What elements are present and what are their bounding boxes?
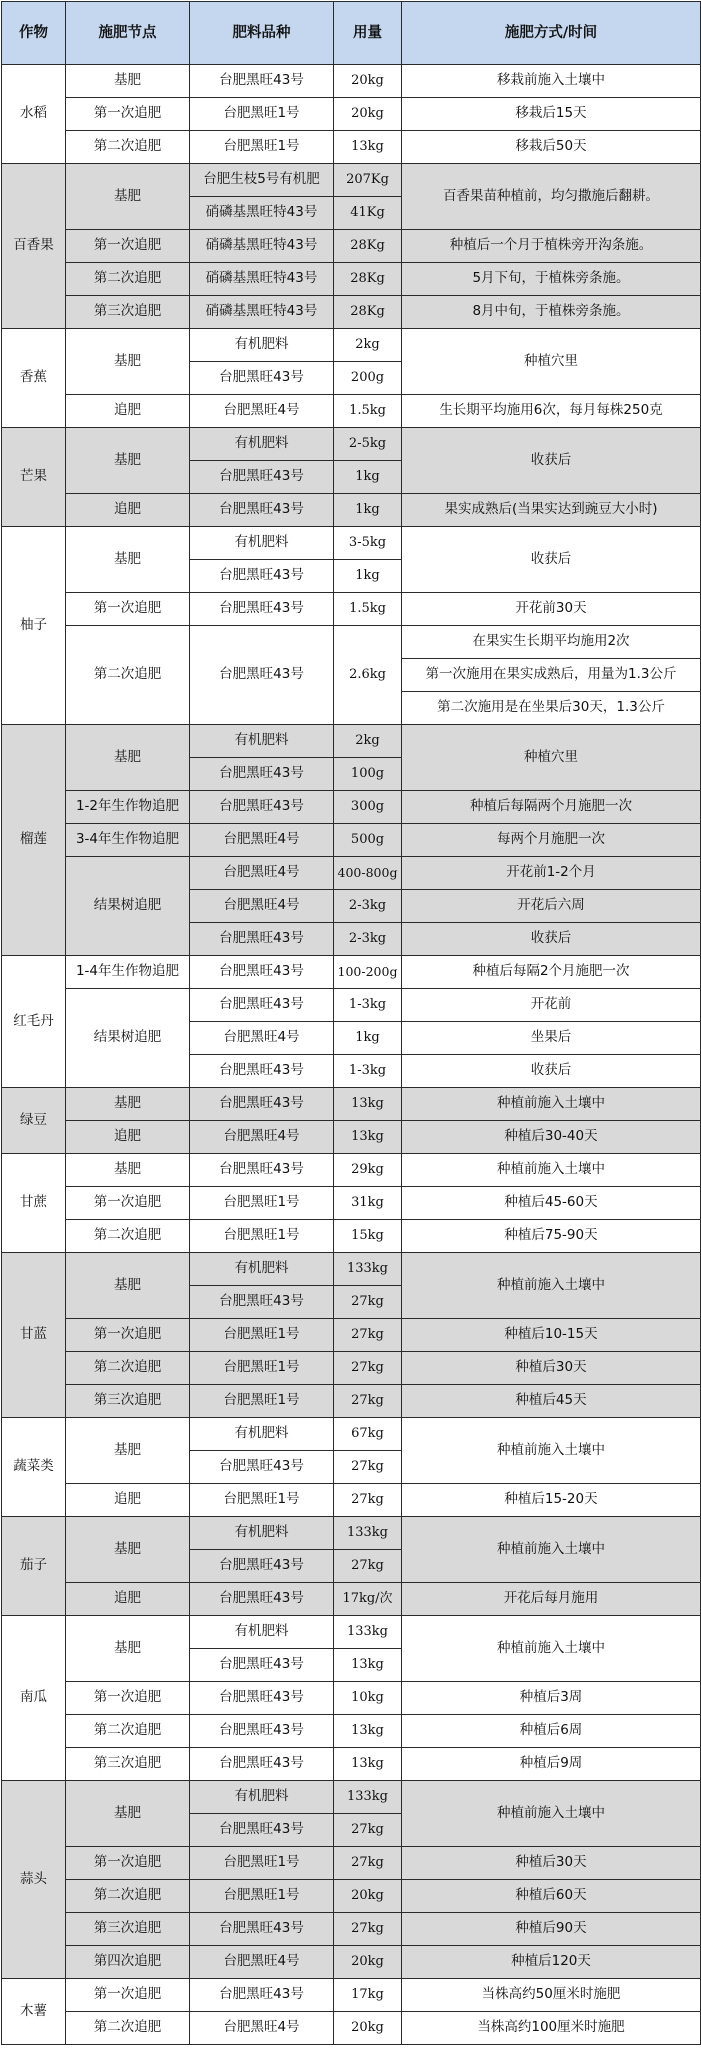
- crop-name: 蒜头: [2, 1781, 66, 1979]
- method-cell: 种植前施入土壤中: [402, 1088, 701, 1121]
- stage-cell: 第二次追肥: [66, 1352, 190, 1385]
- amount-cell: 27kg: [334, 1814, 402, 1847]
- fertilizer-cell: 台肥黑旺43号: [190, 1154, 334, 1187]
- stage-cell: 第三次追肥: [66, 1748, 190, 1781]
- method-cell: 开花后每月施用: [402, 1583, 701, 1616]
- stage-cell: 第三次追肥: [66, 1385, 190, 1418]
- table-row: [2, 98, 701, 131]
- amount-cell: 1.5kg: [334, 593, 402, 626]
- fertilizer-cell: 台肥黑旺1号: [190, 98, 334, 131]
- table-row: [2, 1187, 701, 1220]
- fertilizer-cell: 台肥黑旺4号: [190, 2012, 334, 2045]
- amount-cell: 20kg: [334, 1946, 402, 1979]
- method-cell: 种植后120天: [402, 1946, 701, 1979]
- header-method: 施肥方式/时间: [402, 2, 701, 65]
- fertilizer-cell: 台肥黑旺43号: [190, 1748, 334, 1781]
- crop-name: 南瓜: [2, 1616, 66, 1781]
- fertilizer-cell: 台肥黑旺1号: [190, 1319, 334, 1352]
- stage-cell: 第二次追肥: [66, 131, 190, 164]
- amount-cell: 400-800g: [334, 857, 402, 890]
- table-row: [2, 1748, 701, 1781]
- table-row: [2, 1715, 701, 1748]
- fertilizer-cell: 硝磷基黑旺特43号: [190, 296, 334, 329]
- table-row: [2, 1385, 701, 1418]
- amount-cell: 27kg: [334, 1847, 402, 1880]
- header-stage: 施肥节点: [66, 2, 190, 65]
- amount-cell: 1-3kg: [334, 1055, 402, 1088]
- fertilizer-cell: 台肥黑旺4号: [190, 1022, 334, 1055]
- amount-cell: 2.6kg: [334, 626, 402, 725]
- stage-cell: 第二次追肥: [66, 1220, 190, 1253]
- fertilizer-cell: 台肥黑旺1号: [190, 1187, 334, 1220]
- method-cell: 5月下旬，于植株旁条施。: [402, 263, 701, 296]
- stage-cell: 第一次追肥: [66, 1682, 190, 1715]
- table-row: [2, 1847, 701, 1880]
- amount-cell: 133kg: [334, 1253, 402, 1286]
- stage-cell: 结果树追肥: [66, 989, 190, 1088]
- table-row: [2, 956, 701, 989]
- stage-cell: 基肥: [66, 164, 190, 230]
- fertilizer-cell: 台肥黑旺4号: [190, 857, 334, 890]
- table-row: [2, 428, 701, 461]
- fertilizer-cell: 台肥黑旺43号: [190, 1649, 334, 1682]
- amount-cell: 2-5kg: [334, 428, 402, 461]
- stage-cell: 基肥: [66, 1088, 190, 1121]
- stage-cell: 第三次追肥: [66, 1913, 190, 1946]
- table-row: [2, 395, 701, 428]
- fertilizer-cell: 台肥黑旺43号: [190, 1286, 334, 1319]
- stage-cell: 基肥: [66, 1418, 190, 1484]
- table-row: [2, 527, 701, 560]
- amount-cell: 207Kg: [334, 164, 402, 197]
- method-cell: 生长期平均施用6次，每月每株250克: [402, 395, 701, 428]
- fertilizer-cell: 台肥黑旺1号: [190, 1880, 334, 1913]
- stage-cell: 第一次追肥: [66, 1319, 190, 1352]
- fertilizer-cell: 有机肥料: [190, 329, 334, 362]
- crop-name: 甘蓝: [2, 1253, 66, 1418]
- header-amount: 用量: [334, 2, 402, 65]
- amount-cell: 1kg: [334, 1022, 402, 1055]
- method-cell: 种植后30天: [402, 1847, 701, 1880]
- table-row: [2, 1517, 701, 1550]
- stage-cell: 追肥: [66, 494, 190, 527]
- table-row: [2, 593, 701, 626]
- fertilizer-cell: 台肥黑旺43号: [190, 65, 334, 98]
- amount-cell: 17kg/次: [334, 1583, 402, 1616]
- table-row: [2, 1418, 701, 1451]
- fertilizer-cell: 台肥黑旺1号: [190, 1220, 334, 1253]
- fertilizer-cell: 台肥黑旺43号: [190, 1451, 334, 1484]
- table-row: [2, 296, 701, 329]
- method-cell: 种植后9周: [402, 1748, 701, 1781]
- table-row: [2, 494, 701, 527]
- fertilizer-cell: 有机肥料: [190, 527, 334, 560]
- crop-name: 木薯: [2, 1979, 66, 2045]
- fertilizer-cell: 台肥黑旺43号: [190, 1055, 334, 1088]
- amount-cell: 27kg: [334, 1913, 402, 1946]
- amount-cell: 133kg: [334, 1781, 402, 1814]
- fertilizer-cell: 有机肥料: [190, 1253, 334, 1286]
- method-cell: 开花前: [402, 989, 701, 1022]
- fertilizer-cell: 台肥黑旺43号: [190, 494, 334, 527]
- fertilizer-table: [1, 1, 701, 2045]
- stage-cell: 3-4年生作物追肥: [66, 824, 190, 857]
- amount-cell: 15kg: [334, 1220, 402, 1253]
- amount-cell: 100g: [334, 758, 402, 791]
- stage-cell: 基肥: [66, 725, 190, 791]
- header-fertilizer: 肥料品种: [190, 2, 334, 65]
- amount-cell: 27kg: [334, 1484, 402, 1517]
- table-row: [2, 2012, 701, 2045]
- table-row: [2, 329, 701, 362]
- method-cell: 种植前施入土壤中: [402, 1253, 701, 1319]
- fertilizer-cell: 台肥黑旺43号: [190, 989, 334, 1022]
- method-cell: 种植后45天: [402, 1385, 701, 1418]
- method-cell: 种植穴里: [402, 329, 701, 395]
- amount-cell: 28Kg: [334, 230, 402, 263]
- amount-cell: 27kg: [334, 1451, 402, 1484]
- amount-cell: 1.5kg: [334, 395, 402, 428]
- method-cell: 种植后45-60天: [402, 1187, 701, 1220]
- method-cell: 移栽后50天: [402, 131, 701, 164]
- table-row: [2, 1154, 701, 1187]
- stage-cell: 第二次追肥: [66, 1880, 190, 1913]
- fertilizer-cell: 有机肥料: [190, 1616, 334, 1649]
- amount-cell: 27kg: [334, 1286, 402, 1319]
- amount-cell: 27kg: [334, 1352, 402, 1385]
- table-row: [2, 1319, 701, 1352]
- amount-cell: 133kg: [334, 1517, 402, 1550]
- table-row: [2, 1682, 701, 1715]
- fertilizer-cell: 硝磷基黑旺特43号: [190, 197, 334, 230]
- amount-cell: 200g: [334, 362, 402, 395]
- fertilizer-cell: 台肥黑旺43号: [190, 1088, 334, 1121]
- crop-name: 榴莲: [2, 725, 66, 956]
- fertilizer-cell: 台肥黑旺1号: [190, 1352, 334, 1385]
- stage-cell: 基肥: [66, 1517, 190, 1583]
- fertilizer-cell: 台肥黑旺1号: [190, 1847, 334, 1880]
- amount-cell: 100-200g: [334, 956, 402, 989]
- amount-cell: 1-3kg: [334, 989, 402, 1022]
- fertilizer-cell: 台肥黑旺43号: [190, 1682, 334, 1715]
- amount-cell: 13kg: [334, 131, 402, 164]
- method-cell: 种植前施入土壤中: [402, 1154, 701, 1187]
- stage-cell: 基肥: [66, 428, 190, 494]
- crop-name: 红毛丹: [2, 956, 66, 1088]
- stage-cell: 追肥: [66, 1121, 190, 1154]
- table-row: [2, 65, 701, 98]
- table-row: [2, 1088, 701, 1121]
- stage-cell: 基肥: [66, 1616, 190, 1682]
- method-cell: 种植后15-20天: [402, 1484, 701, 1517]
- fertilizer-cell: 台肥黑旺4号: [190, 1121, 334, 1154]
- method-cell: 种植后一个月于植株旁开沟条施。: [402, 230, 701, 263]
- amount-cell: 13kg: [334, 1715, 402, 1748]
- fertilizer-cell: 硝磷基黑旺特43号: [190, 263, 334, 296]
- fertilizer-cell: 台肥黑旺43号: [190, 1979, 334, 2012]
- fertilizer-cell: 台肥黑旺43号: [190, 791, 334, 824]
- fertilizer-cell: 台肥黑旺43号: [190, 461, 334, 494]
- header-row: [2, 2, 701, 65]
- amount-cell: 31kg: [334, 1187, 402, 1220]
- table-row: [2, 1121, 701, 1154]
- method-cell: 种植前施入土壤中: [402, 1616, 701, 1682]
- amount-cell: 300g: [334, 791, 402, 824]
- stage-cell: 结果树追肥: [66, 857, 190, 956]
- amount-cell: 2kg: [334, 329, 402, 362]
- crop-name: 芒果: [2, 428, 66, 527]
- stage-cell: 1-2年生作物追肥: [66, 791, 190, 824]
- stage-cell: 基肥: [66, 527, 190, 593]
- method-cell: 在果实生长期平均施用2次: [402, 626, 701, 659]
- method-cell: 种植后30天: [402, 1352, 701, 1385]
- crop-name: 蔬菜类: [2, 1418, 66, 1517]
- table-row: [2, 1583, 701, 1616]
- table-row: [2, 1253, 701, 1286]
- stage-cell: 第二次追肥: [66, 263, 190, 296]
- stage-cell: 第一次追肥: [66, 230, 190, 263]
- amount-cell: 500g: [334, 824, 402, 857]
- crop-name: 绿豆: [2, 1088, 66, 1154]
- table-row: [2, 989, 701, 1022]
- table-row: [2, 1913, 701, 1946]
- table-row: [2, 791, 701, 824]
- amount-cell: 28Kg: [334, 263, 402, 296]
- table-row: [2, 1484, 701, 1517]
- amount-cell: 20kg: [334, 1880, 402, 1913]
- stage-cell: 基肥: [66, 65, 190, 98]
- stage-cell: 第一次追肥: [66, 1979, 190, 2012]
- method-cell: 第二次施用是在坐果后30天，1.3公斤: [402, 692, 701, 725]
- method-cell: 百香果苗种植前，均匀撒施后翻耕。: [402, 164, 701, 230]
- amount-cell: 29kg: [334, 1154, 402, 1187]
- method-cell: 开花后六周: [402, 890, 701, 923]
- header-crop: 作物: [2, 2, 66, 65]
- amount-cell: 27kg: [334, 1319, 402, 1352]
- table-row: [2, 857, 701, 890]
- table-row: [2, 230, 701, 263]
- amount-cell: 67kg: [334, 1418, 402, 1451]
- method-cell: 种植前施入土壤中: [402, 1517, 701, 1583]
- amount-cell: 2-3kg: [334, 890, 402, 923]
- method-cell: 种植后10-15天: [402, 1319, 701, 1352]
- amount-cell: 10kg: [334, 1682, 402, 1715]
- method-cell: 种植后30-40天: [402, 1121, 701, 1154]
- method-cell: 果实成熟后(当果实达到豌豆大小时): [402, 494, 701, 527]
- amount-cell: 1kg: [334, 560, 402, 593]
- crop-name: 水稻: [2, 65, 66, 164]
- fertilizer-cell: 台肥黑旺1号: [190, 131, 334, 164]
- stage-cell: 第四次追肥: [66, 1946, 190, 1979]
- method-cell: 种植后每隔两个月施肥一次: [402, 791, 701, 824]
- amount-cell: 13kg: [334, 1649, 402, 1682]
- method-cell: 种植后每隔2个月施肥一次: [402, 956, 701, 989]
- fertilizer-cell: 台肥黑旺43号: [190, 923, 334, 956]
- table-row: [2, 1880, 701, 1913]
- method-cell: 种植后60天: [402, 1880, 701, 1913]
- method-cell: 种植后75-90天: [402, 1220, 701, 1253]
- method-cell: 移栽前施入土壤中: [402, 65, 701, 98]
- method-cell: 收获后: [402, 1055, 701, 1088]
- method-cell: 当株高约50厘米时施肥: [402, 1979, 701, 2012]
- fertilizer-cell: 有机肥料: [190, 1418, 334, 1451]
- fertilizer-cell: 台肥黑旺1号: [190, 1385, 334, 1418]
- fertilizer-cell: 有机肥料: [190, 428, 334, 461]
- table-row: [2, 1781, 701, 1814]
- fertilizer-cell: 硝磷基黑旺特43号: [190, 230, 334, 263]
- amount-cell: 1kg: [334, 461, 402, 494]
- amount-cell: 13kg: [334, 1088, 402, 1121]
- fertilizer-cell: 台肥黑旺4号: [190, 395, 334, 428]
- stage-cell: 追肥: [66, 395, 190, 428]
- fertilizer-cell: 台肥黑旺43号: [190, 1715, 334, 1748]
- stage-cell: 第二次追肥: [66, 2012, 190, 2045]
- method-cell: 坐果后: [402, 1022, 701, 1055]
- amount-cell: 20kg: [334, 98, 402, 131]
- method-cell: 种植后6周: [402, 1715, 701, 1748]
- stage-cell: 第二次追肥: [66, 626, 190, 725]
- amount-cell: 20kg: [334, 2012, 402, 2045]
- method-cell: 开花前1-2个月: [402, 857, 701, 890]
- fertilizer-cell: 台肥黑旺4号: [190, 890, 334, 923]
- fertilizer-cell: 台肥黑旺43号: [190, 362, 334, 395]
- amount-cell: 27kg: [334, 1385, 402, 1418]
- table-row: [2, 263, 701, 296]
- amount-cell: 41Kg: [334, 197, 402, 230]
- stage-cell: 基肥: [66, 1781, 190, 1847]
- amount-cell: 27kg: [334, 1550, 402, 1583]
- stage-cell: 第三次追肥: [66, 296, 190, 329]
- amount-cell: 1kg: [334, 494, 402, 527]
- fertilizer-cell: 有机肥料: [190, 725, 334, 758]
- crop-name: 柚子: [2, 527, 66, 725]
- method-cell: 第一次施用在果实成熟后，用量为1.3公斤: [402, 659, 701, 692]
- amount-cell: 2-3kg: [334, 923, 402, 956]
- table-row: [2, 824, 701, 857]
- table-row: [2, 725, 701, 758]
- amount-cell: 28Kg: [334, 296, 402, 329]
- amount-cell: 13kg: [334, 1748, 402, 1781]
- fertilizer-cell: 台肥黑旺43号: [190, 1583, 334, 1616]
- fertilizer-cell: 台肥黑旺43号: [190, 1814, 334, 1847]
- stage-cell: 第一次追肥: [66, 1187, 190, 1220]
- fertilizer-cell: 台肥黑旺43号: [190, 560, 334, 593]
- fertilizer-cell: 有机肥料: [190, 1781, 334, 1814]
- table-row: [2, 1616, 701, 1649]
- crop-name: 茄子: [2, 1517, 66, 1616]
- method-cell: 移栽后15天: [402, 98, 701, 131]
- method-cell: 8月中旬，于植株旁条施。: [402, 296, 701, 329]
- method-cell: 种植前施入土壤中: [402, 1781, 701, 1847]
- method-cell: 种植后90天: [402, 1913, 701, 1946]
- method-cell: 收获后: [402, 923, 701, 956]
- table-row: [2, 1220, 701, 1253]
- method-cell: 种植前施入土壤中: [402, 1418, 701, 1484]
- amount-cell: 17kg: [334, 1979, 402, 2012]
- stage-cell: 第一次追肥: [66, 98, 190, 131]
- amount-cell: 3-5kg: [334, 527, 402, 560]
- stage-cell: 第一次追肥: [66, 1847, 190, 1880]
- crop-name: 百香果: [2, 164, 66, 329]
- method-cell: 种植穴里: [402, 725, 701, 791]
- amount-cell: 2kg: [334, 725, 402, 758]
- fertilizer-cell: 台肥黑旺43号: [190, 956, 334, 989]
- table-row: [2, 626, 701, 659]
- stage-cell: 1-4年生作物追肥: [66, 956, 190, 989]
- fertilizer-cell: 台肥黑旺4号: [190, 824, 334, 857]
- stage-cell: 基肥: [66, 1154, 190, 1187]
- fertilizer-cell: 台肥黑旺43号: [190, 1913, 334, 1946]
- fertilizer-cell: 有机肥料: [190, 1517, 334, 1550]
- method-cell: 收获后: [402, 527, 701, 593]
- stage-cell: 基肥: [66, 1253, 190, 1319]
- method-cell: 开花前30天: [402, 593, 701, 626]
- stage-cell: 第二次追肥: [66, 1715, 190, 1748]
- stage-cell: 追肥: [66, 1583, 190, 1616]
- table-row: [2, 1946, 701, 1979]
- method-cell: 收获后: [402, 428, 701, 494]
- table-row: [2, 131, 701, 164]
- stage-cell: 追肥: [66, 1484, 190, 1517]
- table-row: [2, 164, 701, 197]
- fertilizer-cell: 台肥黑旺43号: [190, 1550, 334, 1583]
- stage-cell: 第一次追肥: [66, 593, 190, 626]
- fertilizer-cell: 台肥黑旺43号: [190, 758, 334, 791]
- table-row: [2, 1352, 701, 1385]
- amount-cell: 20kg: [334, 65, 402, 98]
- crop-name: 香蕉: [2, 329, 66, 428]
- method-cell: 每两个月施肥一次: [402, 824, 701, 857]
- fertilizer-cell: 台肥黑旺4号: [190, 1946, 334, 1979]
- fertilizer-cell: 台肥黑旺1号: [190, 1484, 334, 1517]
- fertilizer-cell: 台肥黑旺43号: [190, 593, 334, 626]
- fertilizer-cell: 台肥黑旺43号: [190, 626, 334, 725]
- fertilizer-cell: 台肥生枝5号有机肥: [190, 164, 334, 197]
- crop-name: 甘蔗: [2, 1154, 66, 1253]
- stage-cell: 基肥: [66, 329, 190, 395]
- amount-cell: 133kg: [334, 1616, 402, 1649]
- table-row: [2, 1979, 701, 2012]
- method-cell: 种植后3周: [402, 1682, 701, 1715]
- method-cell: 当株高约100厘米时施肥: [402, 2012, 701, 2045]
- amount-cell: 13kg: [334, 1121, 402, 1154]
